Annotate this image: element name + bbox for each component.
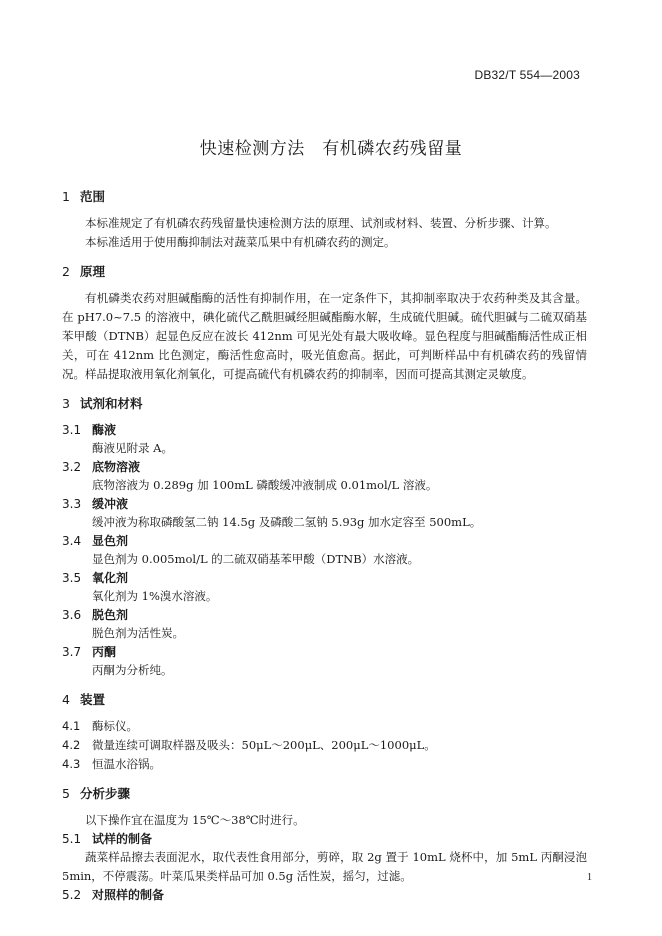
subsection-number: 5.2	[62, 888, 82, 902]
subsection-title: 试样的制备	[92, 832, 153, 846]
paragraph: 有机磷类农药对胆碱酯酶的活性有抑制作用，在一定条件下，其抑制率取决于农药种类及其含量。在 pH7.0~7.5 的溶液中，碘化硫代乙酰胆碱经胆碱酯酶水解，生成硫代胆碱。硫代胆碱与二硫双硝基苯甲酸（DTNB）起显色反应在波长 412nm 可见光处有最大吸收峰。显色程度与胆碱酯酶活性成正相关，可在 412nm 比色测定，酶活性愈高时，吸光值愈高。据此，可判断样品中有机磷农药的残留情况。样品提取液用氧化剂氧化，可提高硫代有机磷农药的抑制率，因而可提高其测定灵敏度。	[62, 291, 587, 381]
subsection-heading	[62, 421, 587, 439]
subsection-heading	[62, 830, 587, 848]
subsection-number: 3.6	[62, 608, 82, 622]
subsection-title: 丙酮	[92, 645, 117, 659]
item-text: 微量连续可调取样器及吸头：50μL～200μL、200μL～1000μL。	[92, 738, 436, 752]
subsection-text: 脱色剂为活性炭。	[92, 626, 184, 640]
standard-code: DB32/T 554—2003	[474, 68, 580, 82]
paragraph: 以下操作宜在温度为 15℃～38℃时进行。	[85, 813, 305, 827]
section-title: 装置	[80, 692, 106, 707]
reagent-list	[62, 421, 587, 680]
document-body	[62, 186, 587, 904]
section-number: 4	[62, 692, 70, 707]
paragraph: 蔬菜样品擦去表面泥水，取代表性食用部分，剪碎，取 2g 置于 10mL 烧杯中，加 5mL 丙酮浸泡 5min，不停震荡。叶菜瓜果类样品可加 0.5g 活性炭，摇匀，过滤。	[62, 850, 587, 883]
section-title: 范围	[80, 189, 106, 204]
subsection-heading	[62, 458, 587, 476]
item-text: 酶标仪。	[92, 719, 138, 733]
section-title: 分析步骤	[80, 786, 131, 801]
subsection-title: 底物溶液	[92, 460, 141, 474]
list-item	[62, 755, 587, 774]
subsection-heading	[62, 495, 587, 513]
subsection-heading	[62, 532, 587, 550]
subsection-text: 丙酮为分析纯。	[92, 663, 173, 677]
subsection-number: 3.7	[62, 645, 82, 659]
section-heading-scope	[62, 186, 587, 208]
subsection-title: 酶液	[92, 423, 117, 437]
paragraph: 本标准规定了有机磷农药残留量快速检测方法的原理、试剂或材料、装置、分析步骤、计算。	[85, 216, 557, 230]
subsection-title: 缓冲液	[92, 497, 129, 511]
subsection-heading	[62, 606, 587, 624]
subsection-number: 5.1	[62, 832, 82, 846]
subsection-text: 底物溶液为 0.289g 加 100mL 磷酸缓冲液制成 0.01mol/L 溶液。	[92, 478, 438, 492]
section-number: 2	[62, 264, 70, 279]
page-number: 1	[587, 872, 592, 883]
subsection-number: 3.4	[62, 534, 82, 548]
subsection-title: 脱色剂	[92, 608, 129, 622]
subsection-text: 缓冲液为称取磷酸氢二钠 14.5g 及磷酸二氢钠 5.93g 加水定容至 500mL。	[92, 515, 482, 529]
item-number: 4.1	[62, 719, 81, 733]
subsection-text: 酶液见附录 A。	[92, 441, 173, 455]
section-title: 试剂和材料	[80, 396, 143, 411]
section-heading-principle	[62, 261, 587, 283]
section-title: 原理	[80, 264, 106, 279]
subsection-number: 3.5	[62, 571, 82, 585]
item-text: 恒温水浴锅。	[92, 757, 161, 771]
section-number: 3	[62, 396, 70, 411]
list-item	[62, 736, 587, 755]
list-item	[62, 717, 587, 736]
apparatus-list	[62, 717, 587, 774]
section-number: 1	[62, 189, 70, 204]
subsection-text: 显色剂为 0.005mol/L 的二硫双硝基苯甲酸（DTNB）水溶液。	[92, 552, 420, 566]
subsection-heading	[62, 886, 587, 904]
subsection-number: 3.3	[62, 497, 82, 511]
section-number: 5	[62, 786, 70, 801]
subsection-heading	[62, 569, 587, 587]
document-title: 快速检测方法 有机磷农药残留量	[199, 139, 463, 159]
section-heading-apparatus	[62, 689, 587, 711]
subsection-heading	[62, 643, 587, 661]
subsection-number: 3.1	[62, 423, 82, 437]
subsection-text: 氧化剂为 1%溴水溶液。	[92, 589, 218, 603]
section-heading-procedure	[62, 783, 587, 805]
subsection-title: 显色剂	[92, 534, 129, 548]
subsection-title: 氧化剂	[92, 571, 129, 585]
paragraph: 本标准适用于使用酶抑制法对蔬菜瓜果中有机磷农药的测定。	[85, 235, 396, 249]
subsection-number: 3.2	[62, 460, 82, 474]
section-heading-reagents	[62, 393, 587, 415]
item-number: 4.3	[62, 757, 81, 771]
item-number: 4.2	[62, 738, 81, 752]
subsection-title: 对照样的制备	[92, 888, 165, 902]
